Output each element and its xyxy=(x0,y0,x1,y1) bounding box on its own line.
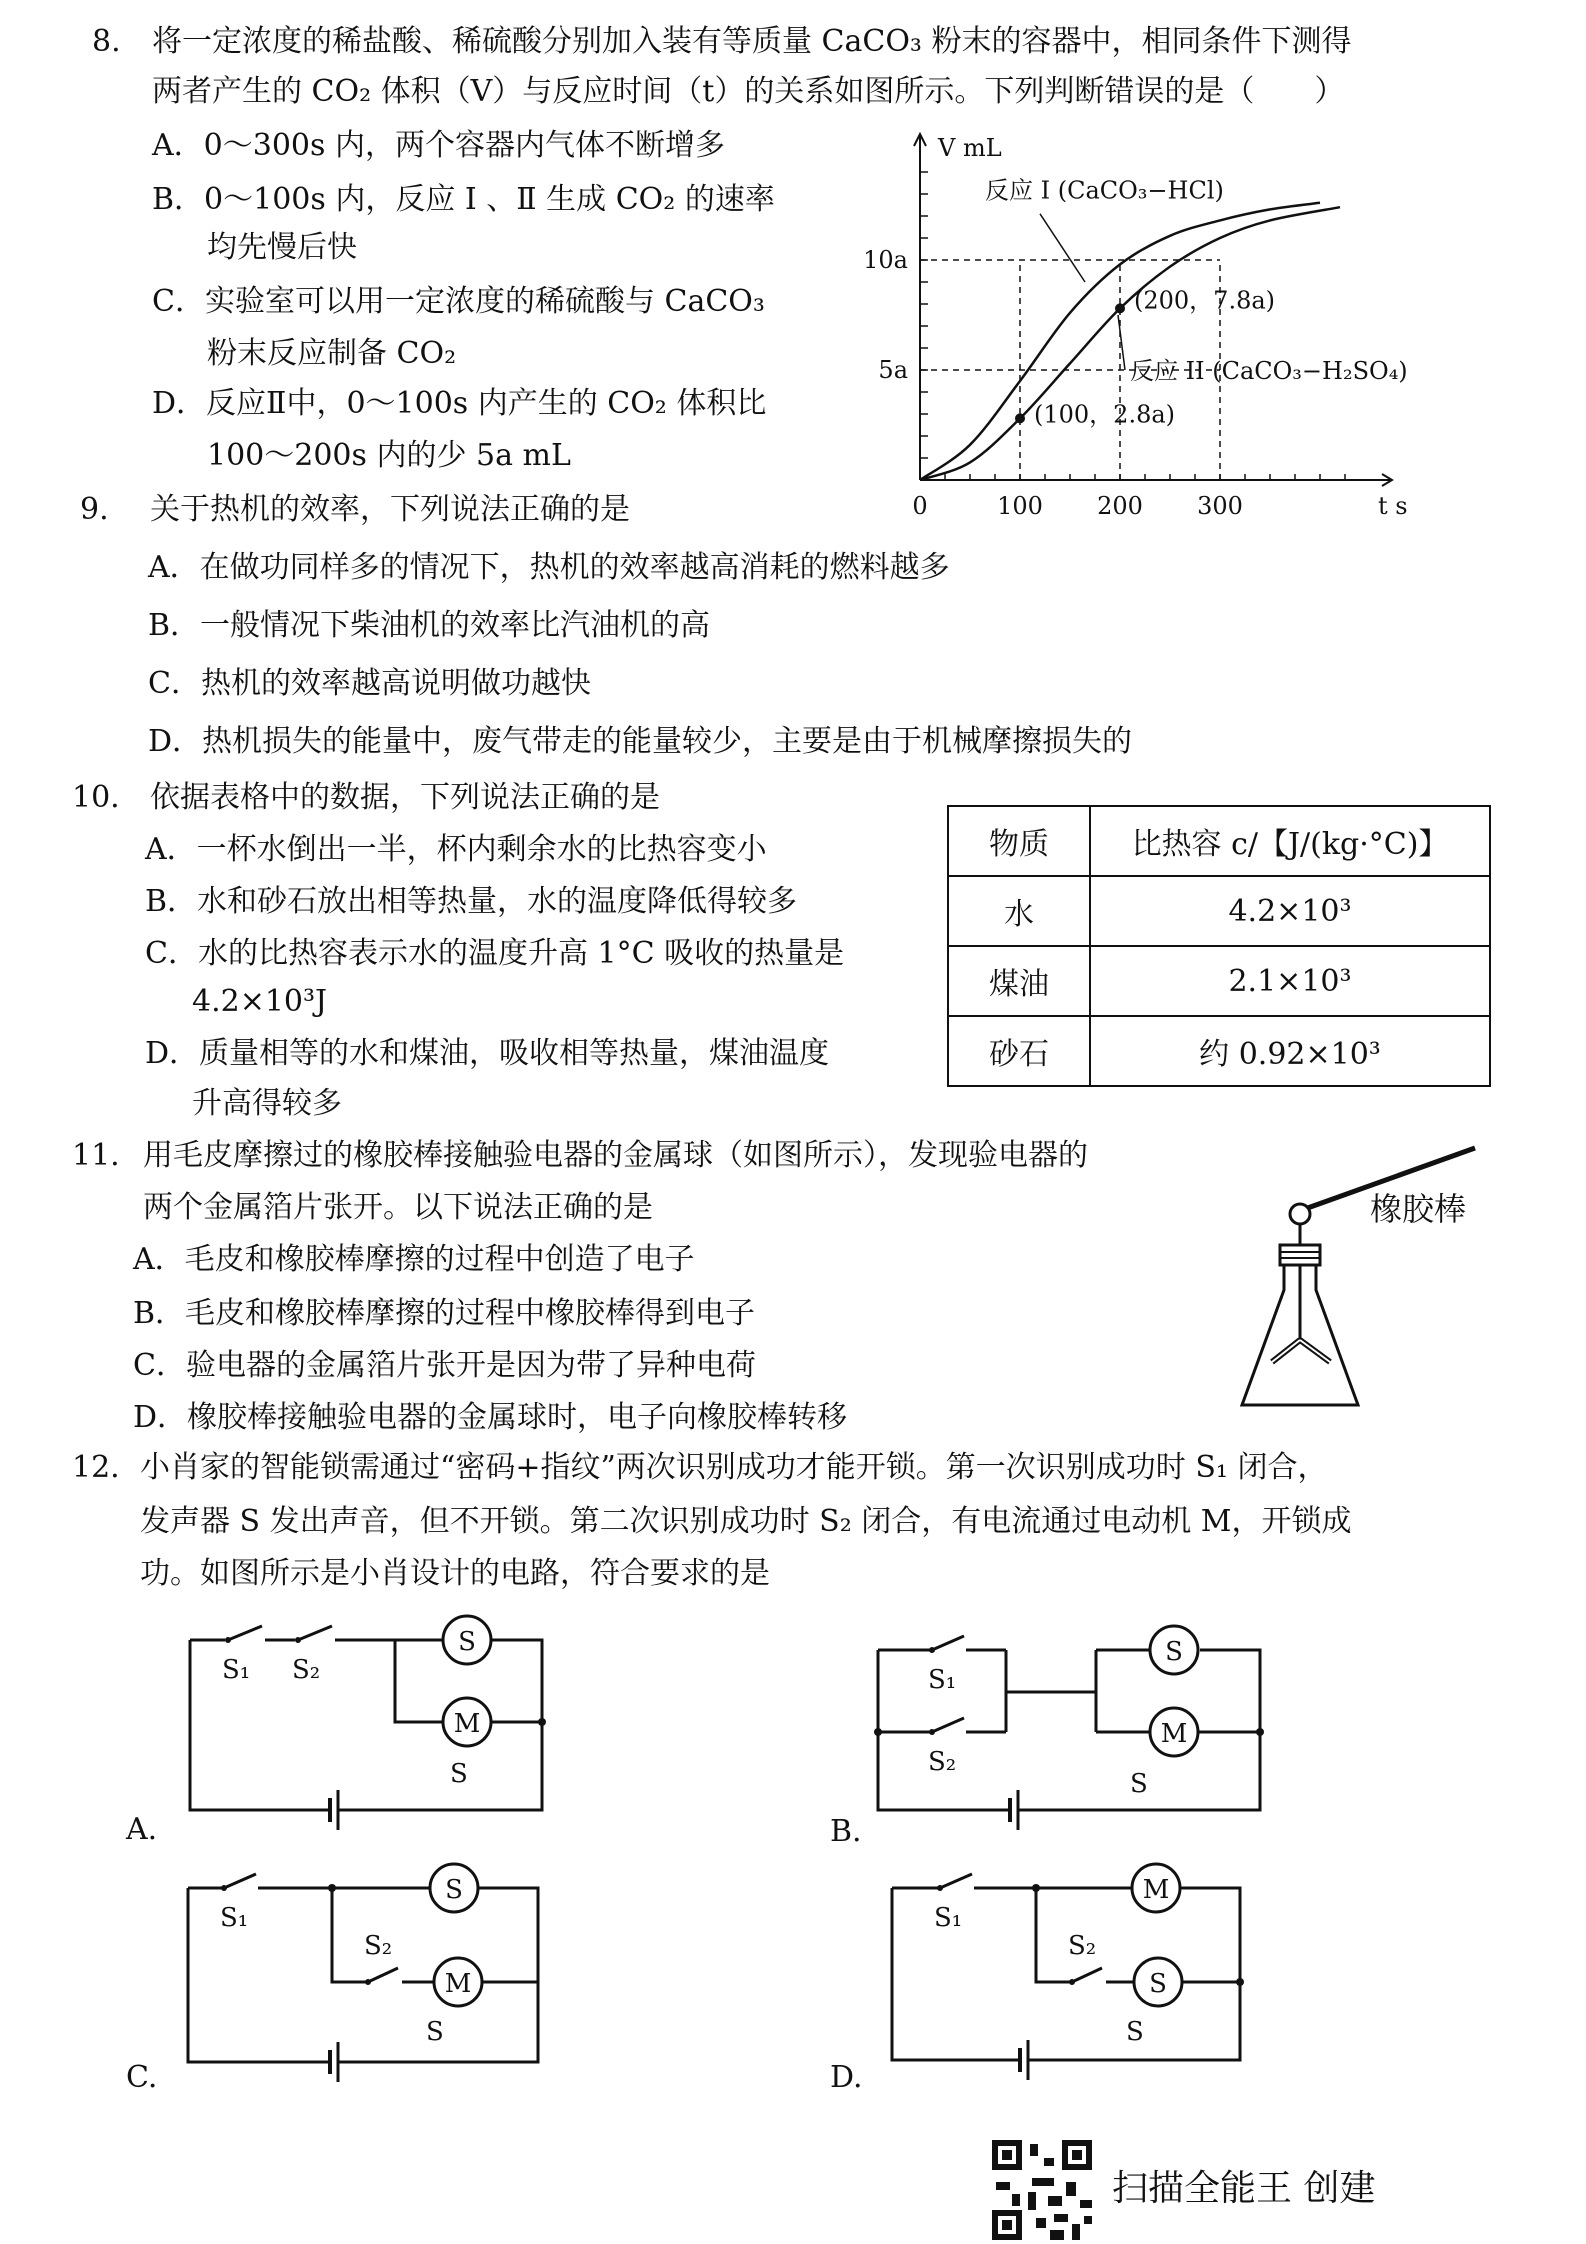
chart-series xyxy=(920,203,1340,480)
series-leader-2 xyxy=(1118,315,1125,370)
table-header-substance: 物质 xyxy=(948,806,1090,876)
svg-text:S: S xyxy=(1130,1769,1148,1799)
table-cell-value: 约 0.92×10³ xyxy=(1090,1016,1490,1086)
q10-option-d-line1: D．质量相等的水和煤油，吸收相等热量，煤油温度 xyxy=(145,1036,830,1071)
series-leader-1 xyxy=(1040,214,1085,282)
q11-stem-line2: 两个金属箔片张开。以下说法正确的是 xyxy=(143,1190,653,1225)
q10-option-c-line1: C．水的比热容表示水的温度升高 1°C 吸收的热量是 xyxy=(145,936,845,971)
q8-option-b-line2: 均先慢后快 xyxy=(207,230,357,265)
circuit-a-label: A. xyxy=(126,1812,158,1847)
y-axis-label: V mL xyxy=(938,134,1002,162)
q11-option-b: B．毛皮和橡胶棒摩擦的过程中橡胶棒得到电子 xyxy=(133,1296,756,1331)
svg-text:S: S xyxy=(450,1759,468,1789)
circuit-b-label: B. xyxy=(830,1814,862,1849)
circuit-b xyxy=(860,1610,1380,1870)
svg-text:M: M xyxy=(1160,1719,1188,1749)
svg-text:S₁: S₁ xyxy=(928,1665,957,1695)
table-cell-substance: 砂石 xyxy=(948,1016,1090,1086)
svg-text:S₁: S₁ xyxy=(220,1903,249,1933)
electroscope-figure xyxy=(1240,1140,1560,1420)
y-tick-label: 10a xyxy=(863,246,908,274)
x-tick-label: 300 xyxy=(1197,492,1243,520)
q8-stem-line2: 两者产生的 CO₂ 体积（V）与反应时间（t）的关系如图所示。下列判断错误的是（ ） xyxy=(152,74,1345,109)
q9-option-b: B．一般情况下柴油机的效率比汽油机的高 xyxy=(148,608,711,643)
svg-text:S: S xyxy=(445,1875,463,1905)
svg-text:S₂: S₂ xyxy=(292,1655,321,1685)
table-row xyxy=(948,946,1490,1016)
q9-option-d: D．热机损失的能量中，废气带走的能量较少，主要是由于机械摩擦损失的 xyxy=(148,724,1133,759)
svg-text:S: S xyxy=(1149,1969,1167,1999)
table-row xyxy=(948,1016,1490,1086)
q12-stem-line2: 发声器 S 发出声音，但不开锁。第二次识别成功时 S₂ 闭合，有电流通过电动机 M，开锁成 xyxy=(140,1504,1352,1539)
q8-option-c-line1: C．实验室可以用一定浓度的稀硫酸与 CaCO₃ xyxy=(152,284,765,319)
svg-text:S: S xyxy=(458,1627,476,1657)
table-cell-substance: 水 xyxy=(948,876,1090,946)
series-line-1 xyxy=(920,203,1320,480)
q12-number: 12. xyxy=(72,1450,120,1485)
scanner-watermark-text: 扫描全能王 创建 xyxy=(1112,2168,1376,2209)
specific-heat-table xyxy=(947,805,1491,1087)
circuit-c xyxy=(120,1860,600,2120)
svg-text:M: M xyxy=(453,1709,481,1739)
circuit-a xyxy=(120,1610,600,1870)
svg-text:S₂: S₂ xyxy=(364,1931,393,1961)
q9-number: 9. xyxy=(80,492,109,527)
table-cell-value: 2.1×10³ xyxy=(1090,946,1490,1016)
q9-stem: 关于热机的效率，下列说法正确的是 xyxy=(150,492,630,527)
svg-text:S₂: S₂ xyxy=(928,1747,957,1777)
metal-ball xyxy=(1290,1204,1310,1224)
q8-option-c-line2: 粉末反应制备 CO₂ xyxy=(207,336,457,371)
svg-text:S: S xyxy=(1126,2017,1144,2047)
circuit-c-label: C. xyxy=(126,2060,158,2095)
q11-option-c: C．验电器的金属箔片张开是因为带了异种电荷 xyxy=(133,1348,756,1383)
x-tick-label: 100 xyxy=(997,492,1043,520)
svg-text:S₂: S₂ xyxy=(1068,1931,1097,1961)
series-label-2: 反应 II (CaCO₃−H₂SO₄) xyxy=(1130,356,1408,385)
table-cell-value: 4.2×10³ xyxy=(1090,876,1490,946)
stopper xyxy=(1280,1245,1320,1265)
q10-option-a: A．一杯水倒出一半，杯内剩余水的比热容变小 xyxy=(145,832,767,867)
svg-text:M: M xyxy=(444,1969,472,1999)
q8-number: 8. xyxy=(92,24,121,59)
svg-text:M: M xyxy=(1142,1875,1170,1905)
table-cell-substance: 煤油 xyxy=(948,946,1090,1016)
svg-text:S: S xyxy=(1165,1637,1183,1667)
data-point-label: (100，2.8a) xyxy=(1034,400,1176,429)
x-tick-label: 200 xyxy=(1097,492,1143,520)
q11-option-a: A．毛皮和橡胶棒摩擦的过程中创造了电子 xyxy=(133,1242,695,1277)
data-point-label: (200，7.8a) xyxy=(1134,286,1276,315)
q11-stem-line1: 用毛皮摩擦过的橡胶棒接触验电器的金属球（如图所示），发现验电器的 xyxy=(143,1138,1088,1173)
x-tick-label: 0 xyxy=(912,492,928,520)
y-tick-label: 5a xyxy=(878,356,908,384)
q10-option-b: B．水和砂石放出相等热量，水的温度降低得较多 xyxy=(145,884,798,919)
qr-code-icon xyxy=(992,2140,1092,2240)
table-row xyxy=(948,876,1490,946)
series-label-1: 反应 I (CaCO₃−HCl) xyxy=(985,176,1224,205)
q8-option-d-line1: D．反应Ⅱ中，0～100s 内产生的 CO₂ 体积比 xyxy=(152,386,767,421)
rubber-rod-label: 橡胶棒 xyxy=(1370,1190,1467,1228)
svg-text:S₁: S₁ xyxy=(222,1655,251,1685)
q10-option-c-line2: 4.2×10³J xyxy=(192,984,328,1019)
q8-option-b-line1: B．0～100s 内，反应 Ⅰ 、Ⅱ 生成 CO₂ 的速率 xyxy=(152,182,775,217)
data-point xyxy=(1015,413,1025,423)
q8-chart xyxy=(860,130,1420,530)
svg-text:S₁: S₁ xyxy=(934,1903,963,1933)
svg-text:S: S xyxy=(426,2017,444,2047)
q9-option-c: C．热机的效率越高说明做功越快 xyxy=(148,666,591,701)
q8-option-d-line2: 100～200s 内的少 5a mL xyxy=(207,438,571,473)
x-axis-label: t s xyxy=(1378,492,1408,520)
table-header-specific-heat: 比热容 c/【J/(kg·°C)】 xyxy=(1090,806,1490,876)
q8-stem-line1: 将一定浓度的稀盐酸、稀硫酸分别加入装有等质量 CaCO₃ 粉末的容器中，相同条件下测得 xyxy=(152,24,1352,59)
q10-stem: 依据表格中的数据，下列说法正确的是 xyxy=(150,780,660,815)
data-point xyxy=(1115,303,1125,313)
q8-option-a: A．0～300s 内，两个容器内气体不断增多 xyxy=(152,128,725,163)
q11-number: 11. xyxy=(72,1138,120,1173)
table-header-row xyxy=(948,806,1490,876)
chart-labels xyxy=(863,134,1408,520)
q10-number: 10. xyxy=(72,780,120,815)
q11-option-d: D．橡胶棒接触验电器的金属球时，电子向橡胶棒转移 xyxy=(133,1400,848,1435)
q12-stem-line3: 功。如图所示是小肖设计的电路，符合要求的是 xyxy=(140,1556,770,1591)
series-line-2 xyxy=(920,207,1340,480)
q12-stem-line1: 小肖家的智能锁需通过“密码+指纹”两次识别成功才能开锁。第一次识别成功时 S₁ 闭合， xyxy=(140,1450,1328,1485)
q10-option-d-line2: 升高得较多 xyxy=(192,1086,342,1121)
circuit-d-label: D. xyxy=(830,2060,863,2095)
q9-option-a: A．在做功同样多的情况下，热机的效率越高消耗的燃料越多 xyxy=(148,550,950,585)
circuit-d xyxy=(862,1860,1342,2120)
